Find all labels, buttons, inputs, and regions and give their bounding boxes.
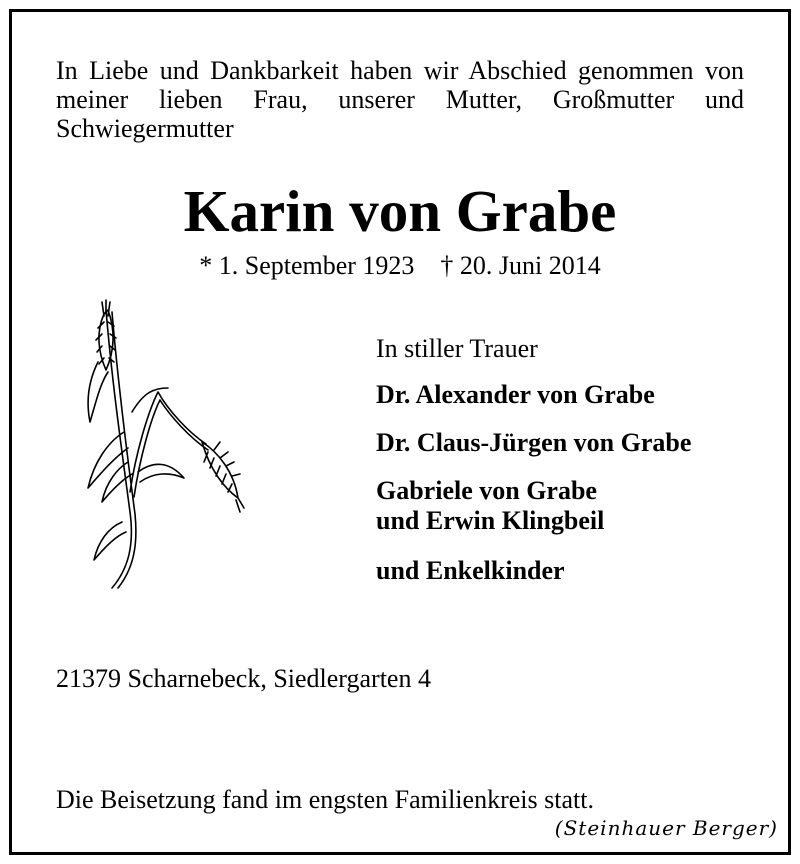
mourner-name: und Enkelkinder	[376, 556, 565, 585]
deceased-name: Karin von Grabe	[183, 178, 617, 244]
mourning-line: In stiller Trauer	[376, 334, 538, 363]
life-dates: * 1. September 1923 † 20. Juni 2014	[199, 251, 601, 280]
funeral-home-signature: (Steinhauer Berger)	[554, 816, 778, 840]
wheat-icon	[78, 292, 248, 592]
intro-text: In Liebe und Dankbarkeit haben wir Abschied genommen von meiner lieben Frau, unserer Mutter, Großmutter und Schwiegermutter	[56, 56, 744, 143]
mourner-name: und Erwin Klingbeil	[376, 506, 605, 535]
mourner-name: Gabriele von Grabe	[376, 476, 597, 505]
address: 21379 Scharnebeck, Siedlergarten 4	[56, 664, 431, 693]
mourner-name: Dr. Claus-Jürgen von Grabe	[376, 428, 692, 457]
mourner-name: Dr. Alexander von Grabe	[376, 380, 655, 409]
burial-note: Die Beisetzung fand im engsten Familienkreis statt.	[56, 785, 594, 814]
